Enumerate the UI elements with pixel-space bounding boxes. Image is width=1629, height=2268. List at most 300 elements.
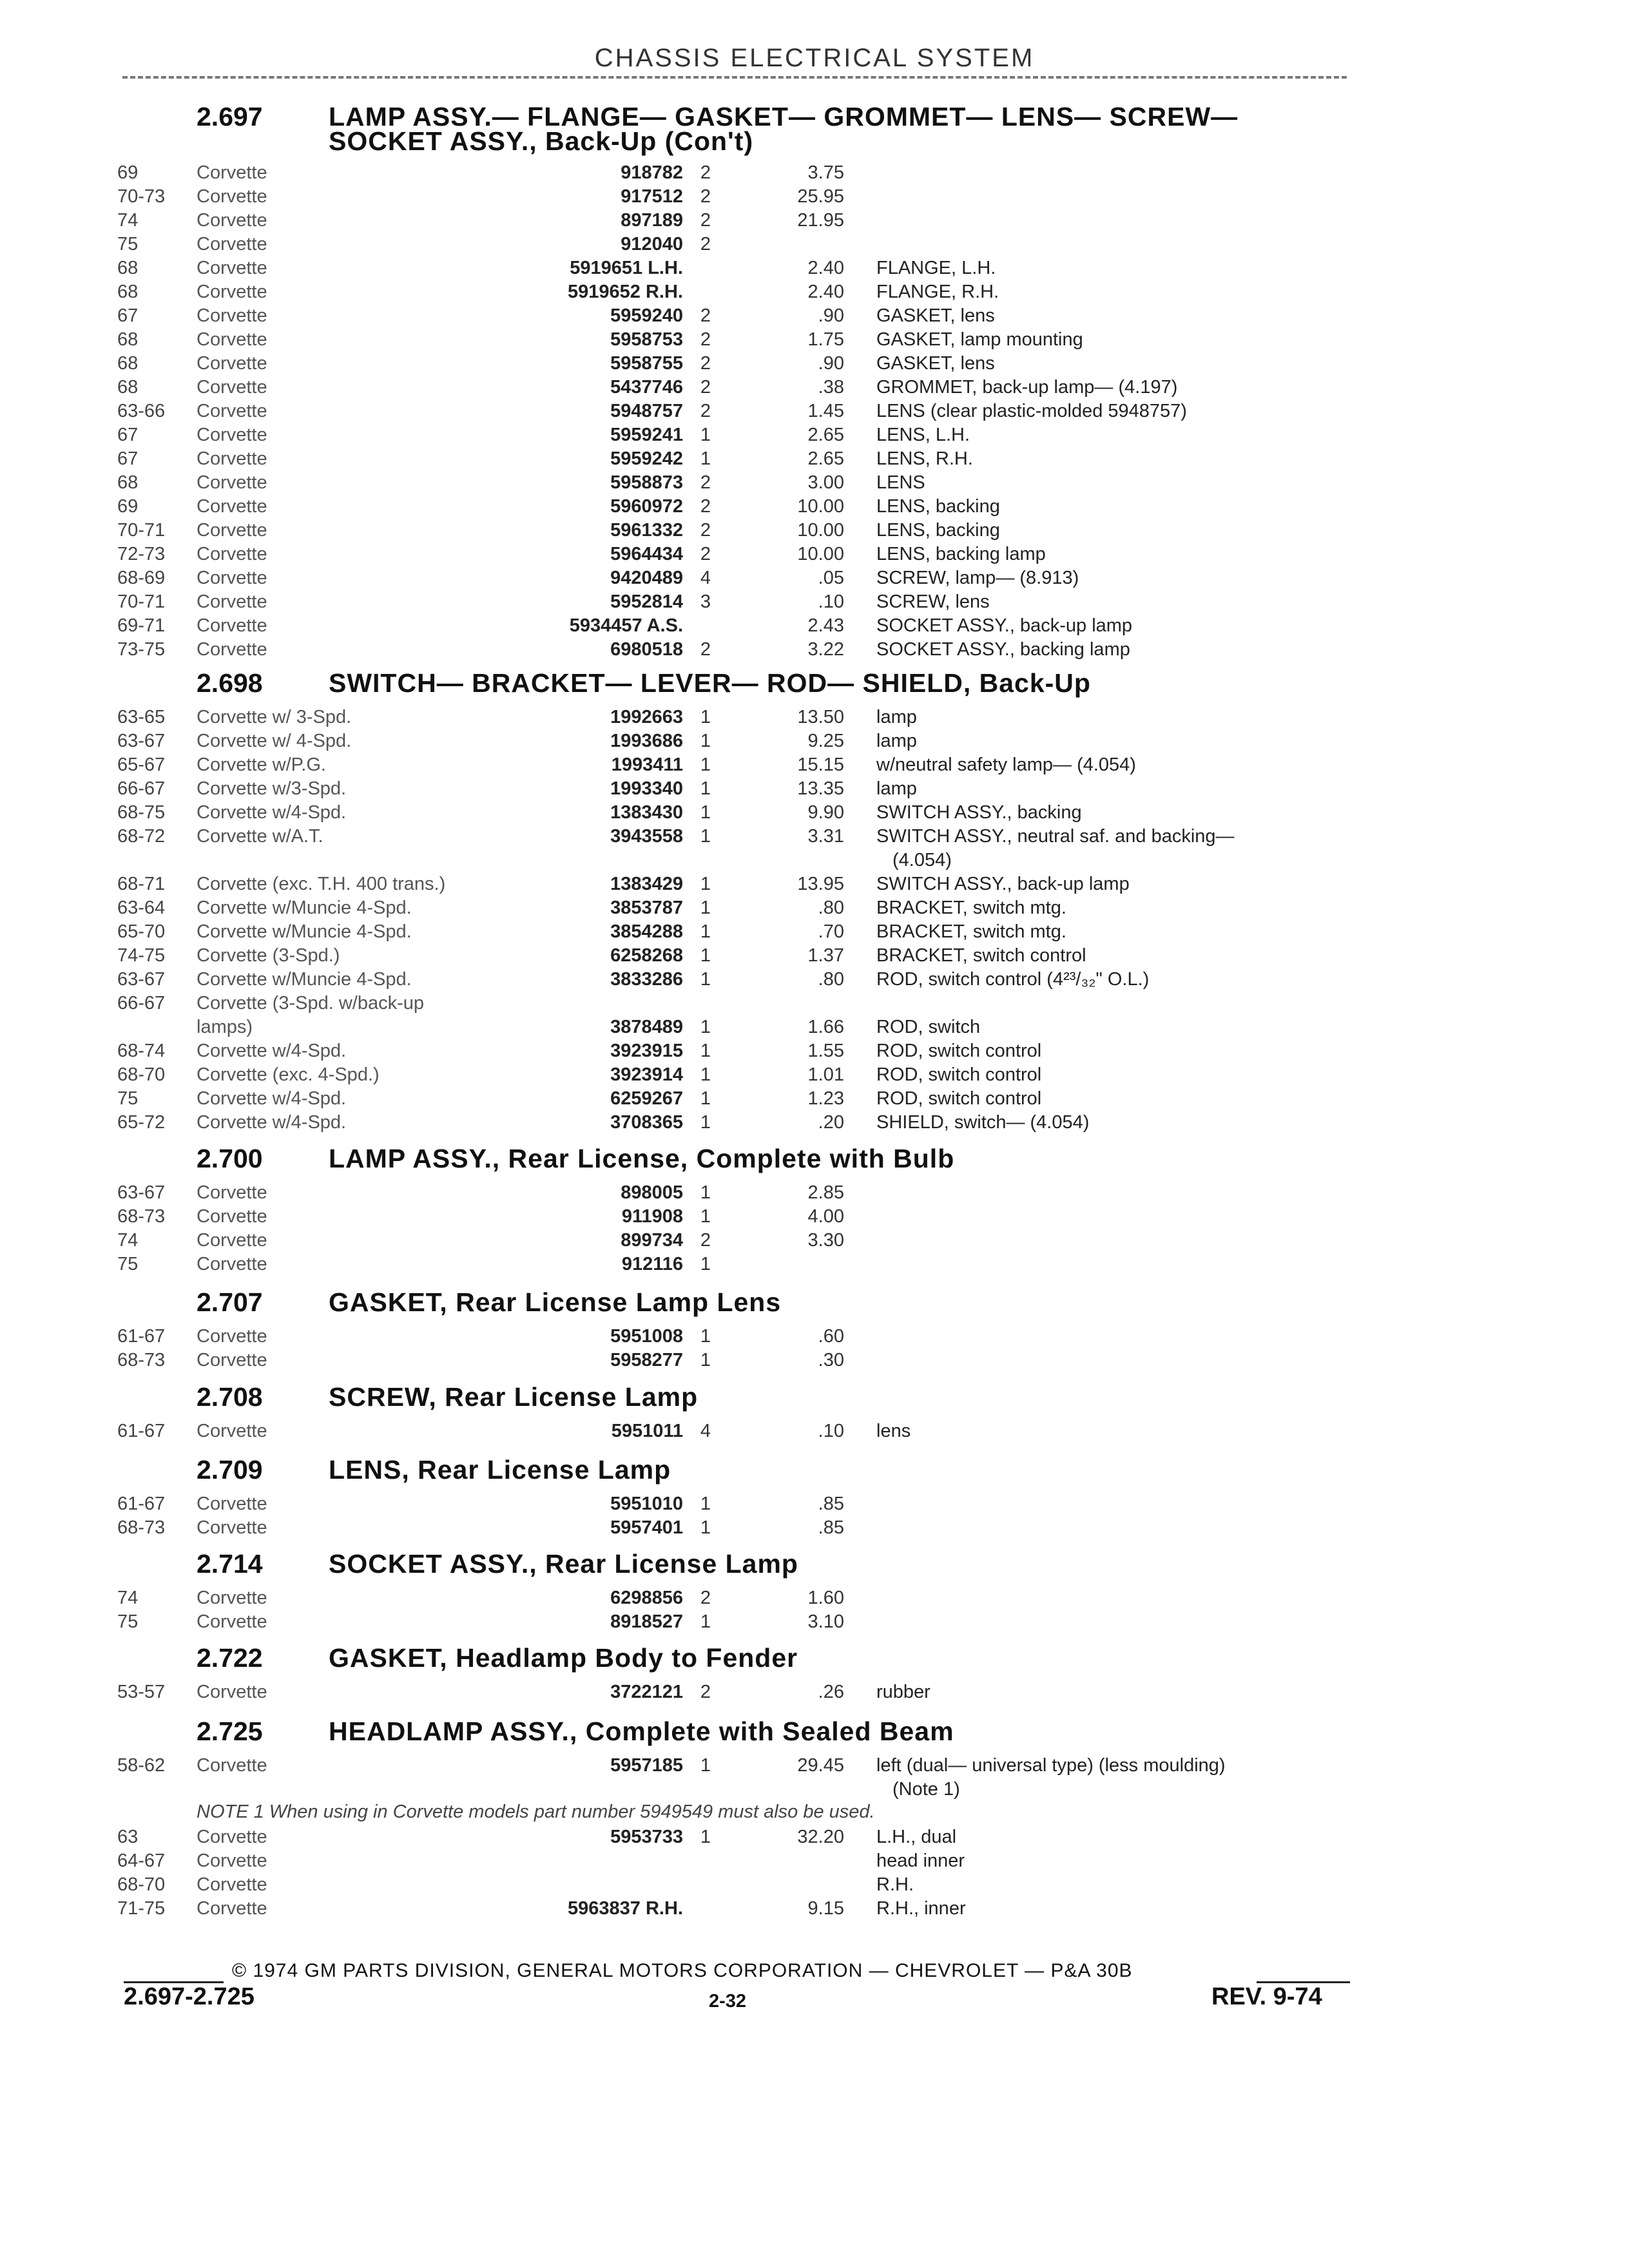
part-number: 5959242 — [610, 448, 683, 469]
model-year: 63-64 — [117, 898, 166, 918]
model-year: 67 — [117, 425, 139, 445]
quantity: 1 — [700, 1112, 711, 1133]
part-row — [0, 896, 1629, 920]
continuation-line: (4.054) — [892, 850, 952, 870]
part-number: 5437746 — [610, 377, 683, 398]
part-number: 3878489 — [610, 1017, 683, 1037]
description: SCREW, lens — [876, 591, 990, 612]
part-number: 8918527 — [610, 1611, 683, 1632]
price: 3.31 — [807, 826, 844, 847]
part-row — [0, 1897, 1629, 1921]
section-number: 2.707 — [197, 1287, 263, 1317]
model-year: 70-73 — [117, 186, 166, 207]
part-row — [0, 614, 1629, 638]
model-year: 68 — [117, 329, 139, 350]
quantity: 2 — [700, 1682, 711, 1702]
part-number: 911908 — [621, 1206, 683, 1227]
model-name: Corvette — [197, 377, 267, 398]
model-name: Corvette — [197, 210, 267, 231]
price: 1.66 — [807, 1017, 844, 1037]
description: ROD, switch control (4²³/₃₂" O.L.) — [876, 969, 1150, 990]
model-name: Corvette w/4-Spd. — [197, 1112, 347, 1133]
model-year: 68-72 — [117, 826, 166, 847]
description: LENS, L.H. — [876, 425, 970, 445]
price: 1.23 — [807, 1088, 844, 1109]
part-row — [0, 638, 1629, 662]
part-row — [0, 753, 1629, 777]
quantity: 2 — [700, 544, 711, 564]
quantity: 1 — [700, 425, 711, 445]
quantity: 2 — [700, 305, 711, 326]
part-row — [0, 209, 1629, 233]
model-year: 68 — [117, 377, 139, 398]
part-row — [0, 1039, 1629, 1063]
model-name: Corvette — [197, 544, 267, 564]
part-row — [0, 1205, 1629, 1229]
model-year: 61-67 — [117, 1326, 166, 1347]
model-year: 61-67 — [117, 1421, 166, 1441]
model-year: 68-73 — [117, 1517, 166, 1538]
price: 2.43 — [807, 615, 844, 636]
price: 3.75 — [807, 162, 844, 183]
part-row — [0, 1419, 1629, 1443]
quantity: 2 — [700, 472, 711, 493]
section-title: SCREW, Rear License Lamp — [329, 1382, 699, 1412]
footer-range: 2.697-2.725 — [124, 1983, 255, 2010]
model-name: Corvette w/A.T. — [197, 826, 323, 847]
section-number: 2.725 — [197, 1716, 263, 1746]
price: 3.30 — [807, 1230, 844, 1251]
description: BRACKET, switch mtg. — [876, 898, 1066, 918]
part-number: 5957401 — [610, 1517, 683, 1538]
section-title-line2: SOCKET ASSY., Back-Up (Con't) — [329, 126, 754, 156]
part-row — [0, 1015, 1629, 1039]
quantity: 1 — [700, 1088, 711, 1109]
price: 29.45 — [797, 1755, 844, 1776]
part-number: 9420489 — [610, 568, 683, 588]
quantity: 1 — [700, 1326, 711, 1347]
part-number: 5919651 L.H. — [570, 258, 683, 278]
quantity: 2 — [700, 496, 711, 517]
quantity: 1 — [700, 1611, 711, 1632]
model-year: 64-67 — [117, 1850, 166, 1871]
model-year: 70-71 — [117, 591, 166, 612]
model-year: 61-67 — [117, 1494, 166, 1514]
part-number: 5958753 — [610, 329, 683, 350]
price: 1.60 — [807, 1588, 844, 1608]
model-name: Corvette — [197, 1254, 267, 1274]
model-name: Corvette — [197, 496, 267, 517]
part-number: 5934457 A.S. — [569, 615, 683, 636]
part-row — [0, 777, 1629, 801]
price: 15.15 — [797, 754, 844, 775]
model-year: 53-57 — [117, 1682, 166, 1702]
quantity: 1 — [700, 802, 711, 823]
price: 1.55 — [807, 1041, 844, 1061]
model-name: Corvette w/P.G. — [197, 754, 326, 775]
quantity: 2 — [700, 353, 711, 374]
quantity: 1 — [700, 1755, 711, 1776]
model-name: Corvette — [197, 1898, 267, 1919]
description: GROMMET, back-up lamp— (4.197) — [876, 377, 1178, 398]
quantity: 1 — [700, 826, 711, 847]
description: FLANGE, L.H. — [876, 258, 996, 278]
description: ROD, switch control — [876, 1064, 1042, 1085]
model-year: 65-70 — [117, 921, 166, 942]
description: SOCKET ASSY., backing lamp — [876, 639, 1130, 660]
model-name: Corvette w/4-Spd. — [197, 802, 347, 823]
part-number: 1993686 — [610, 731, 683, 751]
part-number: 1992663 — [610, 707, 683, 727]
part-row — [0, 399, 1629, 423]
part-number: 5961332 — [610, 520, 683, 541]
quantity: 1 — [700, 1182, 711, 1203]
description: GASKET, lens — [876, 353, 995, 374]
part-row — [0, 729, 1629, 753]
quantity: 1 — [700, 1254, 711, 1274]
model-name: Corvette — [197, 1350, 267, 1370]
part-row — [0, 519, 1629, 543]
part-number: 5959240 — [610, 305, 683, 326]
price: .38 — [818, 377, 844, 398]
model-year: 75 — [117, 1611, 139, 1632]
part-row — [0, 1063, 1629, 1087]
description: LENS, backing — [876, 496, 1000, 517]
model-year: 72-73 — [117, 544, 166, 564]
price: 9.25 — [807, 731, 844, 751]
quantity: 1 — [700, 898, 711, 918]
model-year: 68-71 — [117, 874, 166, 894]
price: 1.01 — [807, 1064, 844, 1085]
model-name: Corvette — [197, 1850, 267, 1871]
price: .10 — [818, 591, 844, 612]
part-number: 5957185 — [610, 1755, 683, 1776]
part-number: 5964434 — [610, 544, 683, 564]
model-year: 63-67 — [117, 1182, 166, 1203]
model-name: Corvette — [197, 1611, 267, 1632]
part-number: 5951011 — [611, 1421, 683, 1441]
description: head inner — [876, 1850, 965, 1871]
section-title: LAMP ASSY.— FLANGE— GASKET— GROMMET— LENS— SCREW— — [329, 102, 1239, 131]
quantity: 2 — [700, 1230, 711, 1251]
model-year: 74 — [117, 1230, 139, 1251]
price: 13.50 — [797, 707, 844, 727]
model-year: 63-66 — [117, 401, 166, 421]
part-number: 3943558 — [610, 826, 683, 847]
part-number: 897189 — [621, 210, 683, 231]
quantity: 1 — [700, 969, 711, 990]
part-row — [0, 1253, 1629, 1276]
model-year: 68-70 — [117, 1874, 166, 1895]
model-name: Corvette — [197, 305, 267, 326]
model-name: Corvette — [197, 1682, 267, 1702]
price: 9.90 — [807, 802, 844, 823]
price: .80 — [818, 898, 844, 918]
part-row — [0, 1516, 1629, 1540]
description: lamp — [876, 707, 917, 727]
model-name: Corvette w/3-Spd. — [197, 778, 347, 799]
section-title: GASKET, Headlamp Body to Fender — [329, 1643, 798, 1673]
section-number: 2.714 — [197, 1549, 263, 1579]
part-row — [0, 968, 1629, 992]
model-name: Corvette — [197, 1517, 267, 1538]
model-name: Corvette — [197, 639, 267, 660]
model-year: 68-69 — [117, 568, 166, 588]
part-number: 918782 — [621, 162, 683, 183]
model-name: Corvette — [197, 401, 267, 421]
part-row — [0, 256, 1629, 280]
section-title: SWITCH— BRACKET— LEVER— ROD— SHIELD, Back-Up — [329, 668, 1091, 698]
part-number: 5958873 — [610, 472, 683, 493]
part-row — [0, 566, 1629, 590]
model-name: Corvette — [197, 591, 267, 612]
price: 2.65 — [807, 448, 844, 469]
part-row — [0, 376, 1629, 399]
quantity: 1 — [700, 448, 711, 469]
part-row — [0, 543, 1629, 566]
part-number: 5958755 — [610, 353, 683, 374]
model-name: Corvette — [197, 353, 267, 374]
description: LENS — [876, 472, 925, 493]
quantity: 3 — [700, 591, 711, 612]
model-year: 68-73 — [117, 1350, 166, 1370]
model-year: 74-75 — [117, 945, 166, 966]
price: 3.10 — [807, 1611, 844, 1632]
quantity: 2 — [700, 162, 711, 183]
quantity: 2 — [700, 520, 711, 541]
quantity: 2 — [700, 210, 711, 231]
part-number: 5919652 R.H. — [568, 282, 683, 302]
price: .30 — [818, 1350, 844, 1370]
model-year: 69 — [117, 162, 139, 183]
part-row — [0, 872, 1629, 896]
price: .80 — [818, 969, 844, 990]
price: .85 — [818, 1494, 844, 1514]
part-row — [0, 423, 1629, 447]
description: L.H., dual — [876, 1827, 957, 1847]
price: 2.65 — [807, 425, 844, 445]
model-year: 68-73 — [117, 1206, 166, 1227]
description: SWITCH ASSY., neutral saf. and backing— — [876, 826, 1235, 847]
model-year: 63-67 — [117, 731, 166, 751]
part-number: 5963837 R.H. — [568, 1898, 683, 1919]
note-text: NOTE 1 When using in Corvette models part number 5949549 must also be used. — [197, 1802, 875, 1822]
description: GASKET, lens — [876, 305, 995, 326]
model-year: 74 — [117, 210, 139, 231]
description: BRACKET, switch mtg. — [876, 921, 1066, 942]
part-row — [0, 1825, 1629, 1849]
quantity: 4 — [700, 568, 711, 588]
description: SHIELD, switch— (4.054) — [876, 1112, 1090, 1133]
quantity: 1 — [700, 945, 711, 966]
part-number: 3833286 — [610, 969, 683, 990]
description: SOCKET ASSY., back-up lamp — [876, 615, 1133, 636]
quantity: 1 — [700, 1517, 711, 1538]
part-row — [0, 1229, 1629, 1253]
price: 2.40 — [807, 258, 844, 278]
model-year: 67 — [117, 305, 139, 326]
model-year: 66-67 — [117, 993, 166, 1014]
model-name: Corvette — [197, 448, 267, 469]
description: lamp — [876, 731, 917, 751]
part-number: 898005 — [621, 1182, 683, 1203]
price: 10.00 — [797, 520, 844, 541]
model-name: lamps) — [197, 1017, 253, 1037]
model-year: 68-75 — [117, 802, 166, 823]
price: 32.20 — [797, 1827, 844, 1847]
part-number: 5958277 — [610, 1350, 683, 1370]
quantity: 1 — [700, 778, 711, 799]
price: 1.37 — [807, 945, 844, 966]
model-year: 65-72 — [117, 1112, 166, 1133]
model-year: 73-75 — [117, 639, 166, 660]
model-year: 75 — [117, 1254, 139, 1274]
description: LENS, backing — [876, 520, 1000, 541]
description: BRACKET, switch control — [876, 945, 1086, 966]
price: .60 — [818, 1326, 844, 1347]
model-name: Corvette — [197, 1230, 267, 1251]
description: lamp — [876, 778, 917, 799]
model-year: 66-67 — [117, 778, 166, 799]
part-row — [0, 992, 1629, 1015]
section-number: 2.708 — [197, 1382, 263, 1412]
part-row — [0, 471, 1629, 495]
footer-copyright: © 1974 GM PARTS DIVISION, GENERAL MOTORS CORPORATION — CHEVROLET — P&A 30B — [232, 1960, 1133, 1981]
model-name: Corvette — [197, 234, 267, 255]
model-name: Corvette w/ 3-Spd. — [197, 707, 352, 727]
section-title: HEADLAMP ASSY., Complete with Sealed Beam — [329, 1716, 954, 1746]
description: ROD, switch control — [876, 1088, 1042, 1109]
model-year: 68 — [117, 258, 139, 278]
model-year: 68-70 — [117, 1064, 166, 1085]
price: 25.95 — [797, 186, 844, 207]
part-row — [0, 495, 1629, 519]
quantity: 2 — [700, 329, 711, 350]
page-header: CHASSIS ELECTRICAL SYSTEM — [594, 44, 1035, 72]
model-name: Corvette — [197, 472, 267, 493]
part-row — [0, 280, 1629, 304]
part-row — [0, 1492, 1629, 1516]
price: .20 — [818, 1112, 844, 1133]
part-row — [0, 1111, 1629, 1135]
section-number: 2.698 — [197, 668, 263, 698]
section-number: 2.722 — [197, 1643, 263, 1673]
price: 21.95 — [797, 210, 844, 231]
part-row — [0, 825, 1629, 849]
price: 13.35 — [797, 778, 844, 799]
model-name: Corvette — [197, 1588, 267, 1608]
part-number: 5951010 — [610, 1494, 683, 1514]
model-name: Corvette — [197, 1874, 267, 1895]
model-year: 63-67 — [117, 969, 166, 990]
quantity: 2 — [700, 1588, 711, 1608]
part-number: 912040 — [621, 234, 683, 255]
model-name: Corvette w/Muncie 4-Spd. — [197, 898, 412, 918]
part-number: 3923915 — [610, 1041, 683, 1061]
quantity: 1 — [700, 1017, 711, 1037]
model-name: Corvette (exc. T.H. 400 trans.) — [197, 874, 446, 894]
model-name: Corvette — [197, 329, 267, 350]
quantity: 1 — [700, 874, 711, 894]
quantity: 2 — [700, 234, 711, 255]
part-row — [0, 1610, 1629, 1634]
quantity: 1 — [700, 1827, 711, 1847]
description: SCREW, lamp— (8.913) — [876, 568, 1079, 588]
model-year: 65-67 — [117, 754, 166, 775]
quantity: 4 — [700, 1421, 711, 1441]
section-title: LENS, Rear License Lamp — [329, 1455, 671, 1485]
model-name: Corvette — [197, 1494, 267, 1514]
part-row — [0, 352, 1629, 376]
part-number: 3923914 — [610, 1064, 683, 1085]
quantity: 1 — [700, 1350, 711, 1370]
model-name: Corvette — [197, 162, 267, 183]
quantity: 1 — [700, 731, 711, 751]
description: R.H., inner — [876, 1898, 966, 1919]
price: 2.85 — [807, 1182, 844, 1203]
header-rule — [122, 76, 1347, 79]
part-number: 5951008 — [610, 1326, 683, 1347]
model-name: Corvette — [197, 1182, 267, 1203]
price: .70 — [818, 921, 844, 942]
part-number: 3854288 — [610, 921, 683, 942]
price: 9.15 — [807, 1898, 844, 1919]
part-row — [0, 1849, 1629, 1873]
model-name: Corvette w/4-Spd. — [197, 1088, 347, 1109]
part-row — [0, 801, 1629, 825]
part-number: 5948757 — [610, 401, 683, 421]
model-year: 69 — [117, 496, 139, 517]
model-year: 63-65 — [117, 707, 166, 727]
description: GASKET, lamp mounting — [876, 329, 1083, 350]
price: .26 — [818, 1682, 844, 1702]
description: LENS, R.H. — [876, 448, 973, 469]
section-title: LAMP ASSY., Rear License, Complete with Bulb — [329, 1144, 955, 1173]
part-row — [0, 328, 1629, 352]
part-row — [0, 1325, 1629, 1349]
model-name: Corvette (exc. 4-Spd.) — [197, 1064, 380, 1085]
part-row — [0, 185, 1629, 209]
model-year: 68 — [117, 472, 139, 493]
part-row — [0, 1586, 1629, 1610]
part-number: 5960972 — [610, 496, 683, 517]
model-name: Corvette — [197, 615, 267, 636]
part-row — [0, 706, 1629, 729]
section-title: GASKET, Rear License Lamp Lens — [329, 1287, 782, 1317]
model-year: 68-74 — [117, 1041, 166, 1061]
part-number: 917512 — [621, 186, 683, 207]
price: .05 — [818, 568, 844, 588]
section-number: 2.697 — [197, 102, 263, 131]
part-number: 6980518 — [610, 639, 683, 660]
model-name: Corvette — [197, 520, 267, 541]
continuation-line: (Note 1) — [892, 1779, 960, 1800]
model-year: 68 — [117, 353, 139, 374]
quantity: 1 — [700, 1494, 711, 1514]
model-name: Corvette w/4-Spd. — [197, 1041, 347, 1061]
part-number: 3722121 — [610, 1682, 683, 1702]
model-name: Corvette — [197, 1827, 267, 1847]
quantity: 1 — [700, 1206, 711, 1227]
model-name: Corvette w/Muncie 4-Spd. — [197, 921, 412, 942]
description: left (dual— universal type) (less moulding) — [876, 1755, 1226, 1776]
part-row — [0, 161, 1629, 185]
model-name: Corvette — [197, 186, 267, 207]
quantity: 1 — [700, 754, 711, 775]
description: ROD, switch — [876, 1017, 981, 1037]
part-row — [0, 1349, 1629, 1372]
part-number: 1383430 — [610, 802, 683, 823]
